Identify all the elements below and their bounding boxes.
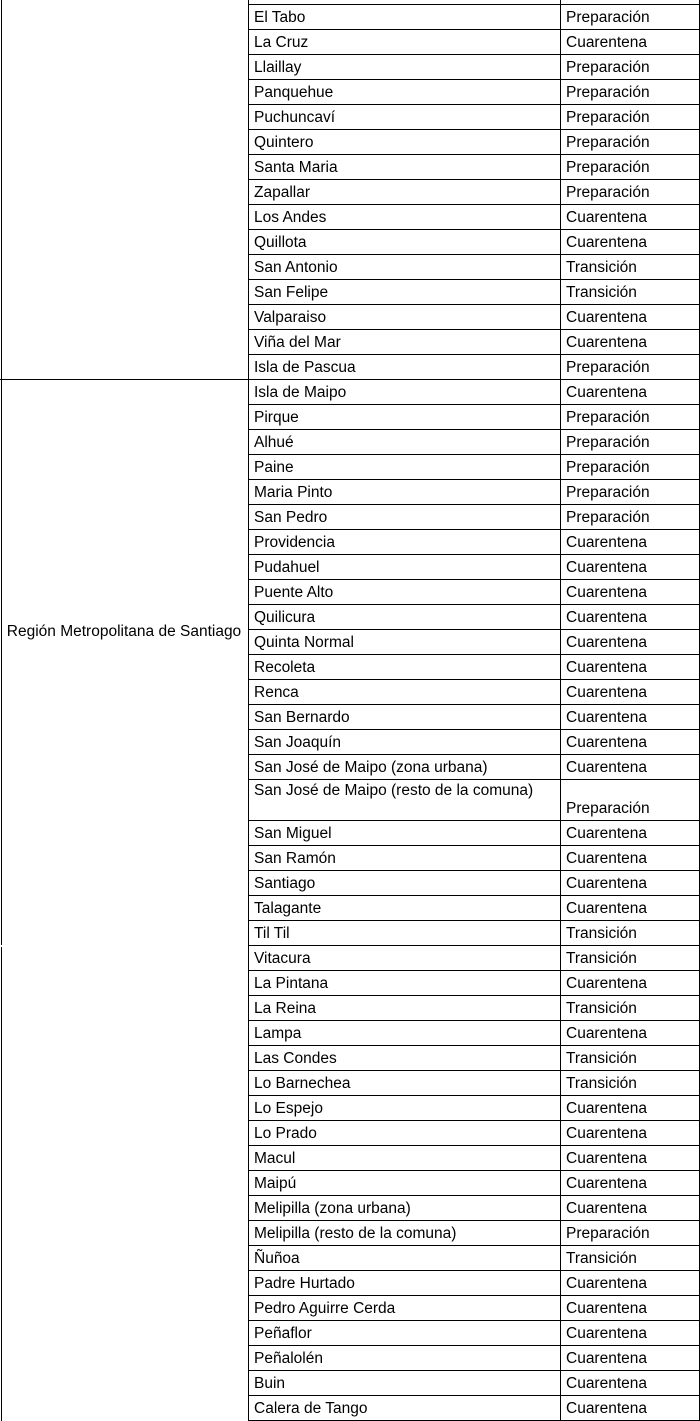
region-name-metropolitana: Región Metropolitana de Santiago	[6, 623, 242, 640]
comuna-cell: Recoleta	[254, 658, 316, 676]
status-cell: Preparación	[566, 800, 650, 817]
region-column-divider	[248, 0, 249, 1421]
row-separator	[248, 1345, 699, 1346]
comuna-cell: Quintero	[254, 133, 314, 151]
status-cell: Cuarentena	[566, 824, 648, 842]
comuna-cell: La Pintana	[254, 974, 329, 992]
status-cell: Preparación	[566, 433, 650, 451]
row-separator	[248, 1145, 699, 1146]
status-cell: Cuarentena	[566, 1349, 648, 1367]
status-cell: Cuarentena	[566, 533, 648, 551]
left-border	[1, 0, 2, 1421]
status-cell: Transición	[566, 1049, 637, 1067]
row-separator	[248, 204, 699, 205]
row-separator	[248, 1270, 699, 1271]
comuna-cell: Puente Alto	[254, 583, 334, 601]
row-separator	[248, 604, 699, 605]
row-separator	[248, 104, 699, 105]
row-separator	[248, 995, 699, 996]
row-separator	[248, 704, 699, 705]
row-separator	[248, 779, 699, 780]
status-cell: Cuarentena	[566, 1174, 648, 1192]
comuna-cell: Quilicura	[254, 608, 316, 626]
status-cell: Preparación	[566, 183, 650, 201]
comuna-cell: Quillota	[254, 233, 307, 251]
status-cell: Cuarentena	[566, 733, 648, 751]
row-separator	[248, 1245, 699, 1246]
status-cell: Cuarentena	[566, 1399, 648, 1417]
comuna-cell: Lampa	[254, 1024, 302, 1042]
comuna-cell: Isla de Maipo	[254, 383, 347, 401]
comuna-cell: San Ramón	[254, 849, 336, 867]
status-cell: Cuarentena	[566, 708, 648, 726]
status-cell: Cuarentena	[566, 683, 648, 701]
comuna-cell: Valparaiso	[254, 308, 327, 326]
row-separator	[248, 1170, 699, 1171]
comuna-cell: San José de Maipo (zona urbana)	[254, 758, 488, 776]
status-cell: Preparación	[566, 508, 650, 526]
status-cell: Preparación	[566, 1224, 650, 1242]
status-cell: Cuarentena	[566, 333, 648, 351]
status-cell: Cuarentena	[566, 558, 648, 576]
row-separator	[248, 1370, 699, 1371]
comuna-cell: Calera de Tango	[254, 1399, 368, 1417]
status-cell: Transición	[566, 283, 637, 301]
row-separator	[248, 895, 699, 896]
status-cell: Transición	[566, 949, 637, 967]
row-separator	[248, 754, 699, 755]
status-cell: Cuarentena	[566, 1374, 648, 1392]
row-separator	[248, 179, 699, 180]
comuna-cell: Santa Maria	[254, 158, 338, 176]
row-separator	[248, 579, 699, 580]
comuna-cell: Maipú	[254, 1174, 297, 1192]
row-separator	[248, 1195, 699, 1196]
comuna-cell: Vitacura	[254, 949, 311, 967]
status-cell: Preparación	[566, 108, 650, 126]
status-cell: Cuarentena	[566, 758, 648, 776]
status-cell: Preparación	[566, 408, 650, 426]
comuna-cell: Peñalolén	[254, 1349, 323, 1367]
status-cell: Transición	[566, 924, 637, 942]
row-separator	[248, 970, 699, 971]
comuna-cell: San Joaquín	[254, 733, 342, 751]
row-separator	[248, 429, 699, 430]
row-separator	[248, 729, 699, 730]
comuna-cell: La Reina	[254, 999, 317, 1017]
status-cell: Cuarentena	[566, 583, 648, 601]
status-cell: Cuarentena	[566, 1324, 648, 1342]
comuna-cell: Melipilla (zona urbana)	[254, 1199, 411, 1217]
status-cell: Cuarentena	[566, 308, 648, 326]
comuna-cell: Isla de Pascua	[254, 358, 356, 376]
row-separator	[248, 945, 699, 946]
row-separator	[248, 820, 699, 821]
comuna-cell: Renca	[254, 683, 299, 701]
comuna-cell: Lo Espejo	[254, 1099, 323, 1117]
row-separator	[248, 29, 699, 30]
row-separator	[248, 129, 699, 130]
status-cell: Cuarentena	[566, 1099, 648, 1117]
status-cell: Preparación	[566, 358, 650, 376]
comuna-cell: Paine	[254, 458, 294, 476]
row-separator	[248, 1320, 699, 1321]
row-separator	[248, 329, 699, 330]
comuna-cell: San José de Maipo (resto de la comuna)	[254, 782, 534, 799]
row-separator	[248, 54, 699, 55]
status-cell: Cuarentena	[566, 608, 648, 626]
comuna-cell: Las Condes	[254, 1049, 337, 1067]
status-cell: Transición	[566, 999, 637, 1017]
comuna-cell: Providencia	[254, 533, 335, 551]
comuna-cell: Til Til	[254, 924, 290, 942]
comuna-cell: San Miguel	[254, 824, 332, 842]
comuna-cell: Maria Pinto	[254, 483, 333, 501]
status-column-divider	[560, 0, 561, 1421]
status-cell: Preparación	[566, 458, 650, 476]
comuna-cell: Alhué	[254, 433, 294, 451]
row-separator	[248, 4, 699, 5]
comuna-cell: Padre Hurtado	[254, 1274, 355, 1292]
comuna-cell: Quinta Normal	[254, 633, 354, 651]
comuna-cell: San Bernardo	[254, 708, 350, 726]
status-cell: Cuarentena	[566, 208, 648, 226]
status-cell: Cuarentena	[566, 899, 648, 917]
row-separator	[248, 870, 699, 871]
comuna-cell: Peñaflor	[254, 1324, 312, 1342]
status-cell: Preparación	[566, 8, 650, 26]
comuna-cell: Viña del Mar	[254, 333, 341, 351]
row-separator	[248, 229, 699, 230]
comuna-cell: Llaillay	[254, 58, 302, 76]
row-separator	[248, 1295, 699, 1296]
status-cell: Preparación	[566, 58, 650, 76]
status-cell: Transición	[566, 258, 637, 276]
comuna-cell: Ñuñoa	[254, 1249, 300, 1267]
status-cell: Transición	[566, 1074, 637, 1092]
border-break	[1, 945, 2, 947]
comuna-cell: Pedro Aguirre Cerda	[254, 1299, 396, 1317]
comuna-cell: Panquehue	[254, 83, 334, 101]
comuna-cell: San Felipe	[254, 283, 329, 301]
row-separator	[248, 1045, 699, 1046]
comuna-cell: Macul	[254, 1149, 296, 1167]
row-separator	[248, 254, 699, 255]
status-cell: Preparación	[566, 83, 650, 101]
comuna-cell: Melipilla (resto de la comuna)	[254, 1224, 457, 1242]
status-cell: Preparación	[566, 158, 650, 176]
row-separator	[248, 404, 699, 405]
row-separator	[248, 1395, 699, 1396]
status-cell: Cuarentena	[566, 1274, 648, 1292]
row-separator	[248, 354, 699, 355]
row-separator	[248, 529, 699, 530]
row-separator	[248, 920, 699, 921]
comuna-cell: Zapallar	[254, 183, 310, 201]
row-separator	[248, 554, 699, 555]
status-cell: Cuarentena	[566, 974, 648, 992]
status-cell: Cuarentena	[566, 849, 648, 867]
comuna-cell: Los Andes	[254, 208, 327, 226]
comuna-cell: Buin	[254, 1374, 286, 1392]
comuna-cell: Talagante	[254, 899, 322, 917]
row-separator	[248, 79, 699, 80]
row-separator	[248, 629, 699, 630]
row-separator	[248, 1220, 699, 1221]
status-cell: Preparación	[566, 133, 650, 151]
status-cell: Cuarentena	[566, 233, 648, 251]
status-cell: Cuarentena	[566, 33, 648, 51]
comuna-cell: San Pedro	[254, 508, 328, 526]
status-cell: Cuarentena	[566, 633, 648, 651]
row-separator	[248, 154, 699, 155]
status-cell: Cuarentena	[566, 1124, 648, 1142]
status-cell: Cuarentena	[566, 1024, 648, 1042]
row-separator	[248, 479, 699, 480]
status-cell: Preparación	[566, 483, 650, 501]
row-separator	[248, 1020, 699, 1021]
comuna-cell: Pudahuel	[254, 558, 320, 576]
comuna-cell: San Antonio	[254, 258, 338, 276]
row-separator	[248, 279, 699, 280]
comuna-cell: Lo Prado	[254, 1124, 317, 1142]
status-cell: Cuarentena	[566, 383, 648, 401]
status-cell: Cuarentena	[566, 874, 648, 892]
row-separator	[248, 679, 699, 680]
comuna-cell: Lo Barnechea	[254, 1074, 351, 1092]
row-separator	[248, 304, 699, 305]
row-separator	[248, 1120, 699, 1121]
row-separator	[248, 454, 699, 455]
row-separator	[248, 654, 699, 655]
comuna-cell: Pirque	[254, 408, 299, 426]
row-separator	[248, 504, 699, 505]
status-cell: Cuarentena	[566, 1199, 648, 1217]
region-separator	[0, 379, 699, 380]
comuna-cell: Puchuncaví	[254, 108, 335, 126]
status-cell: Cuarentena	[566, 1149, 648, 1167]
row-separator	[248, 1070, 699, 1071]
comuna-cell: Santiago	[254, 874, 316, 892]
comuna-cell: La Cruz	[254, 33, 309, 51]
comuna-cell: El Tabo	[254, 8, 306, 26]
status-cell: Transición	[566, 1249, 637, 1267]
row-separator	[248, 845, 699, 846]
status-cell: Cuarentena	[566, 1299, 648, 1317]
status-cell: Cuarentena	[566, 658, 648, 676]
row-separator	[248, 1095, 699, 1096]
